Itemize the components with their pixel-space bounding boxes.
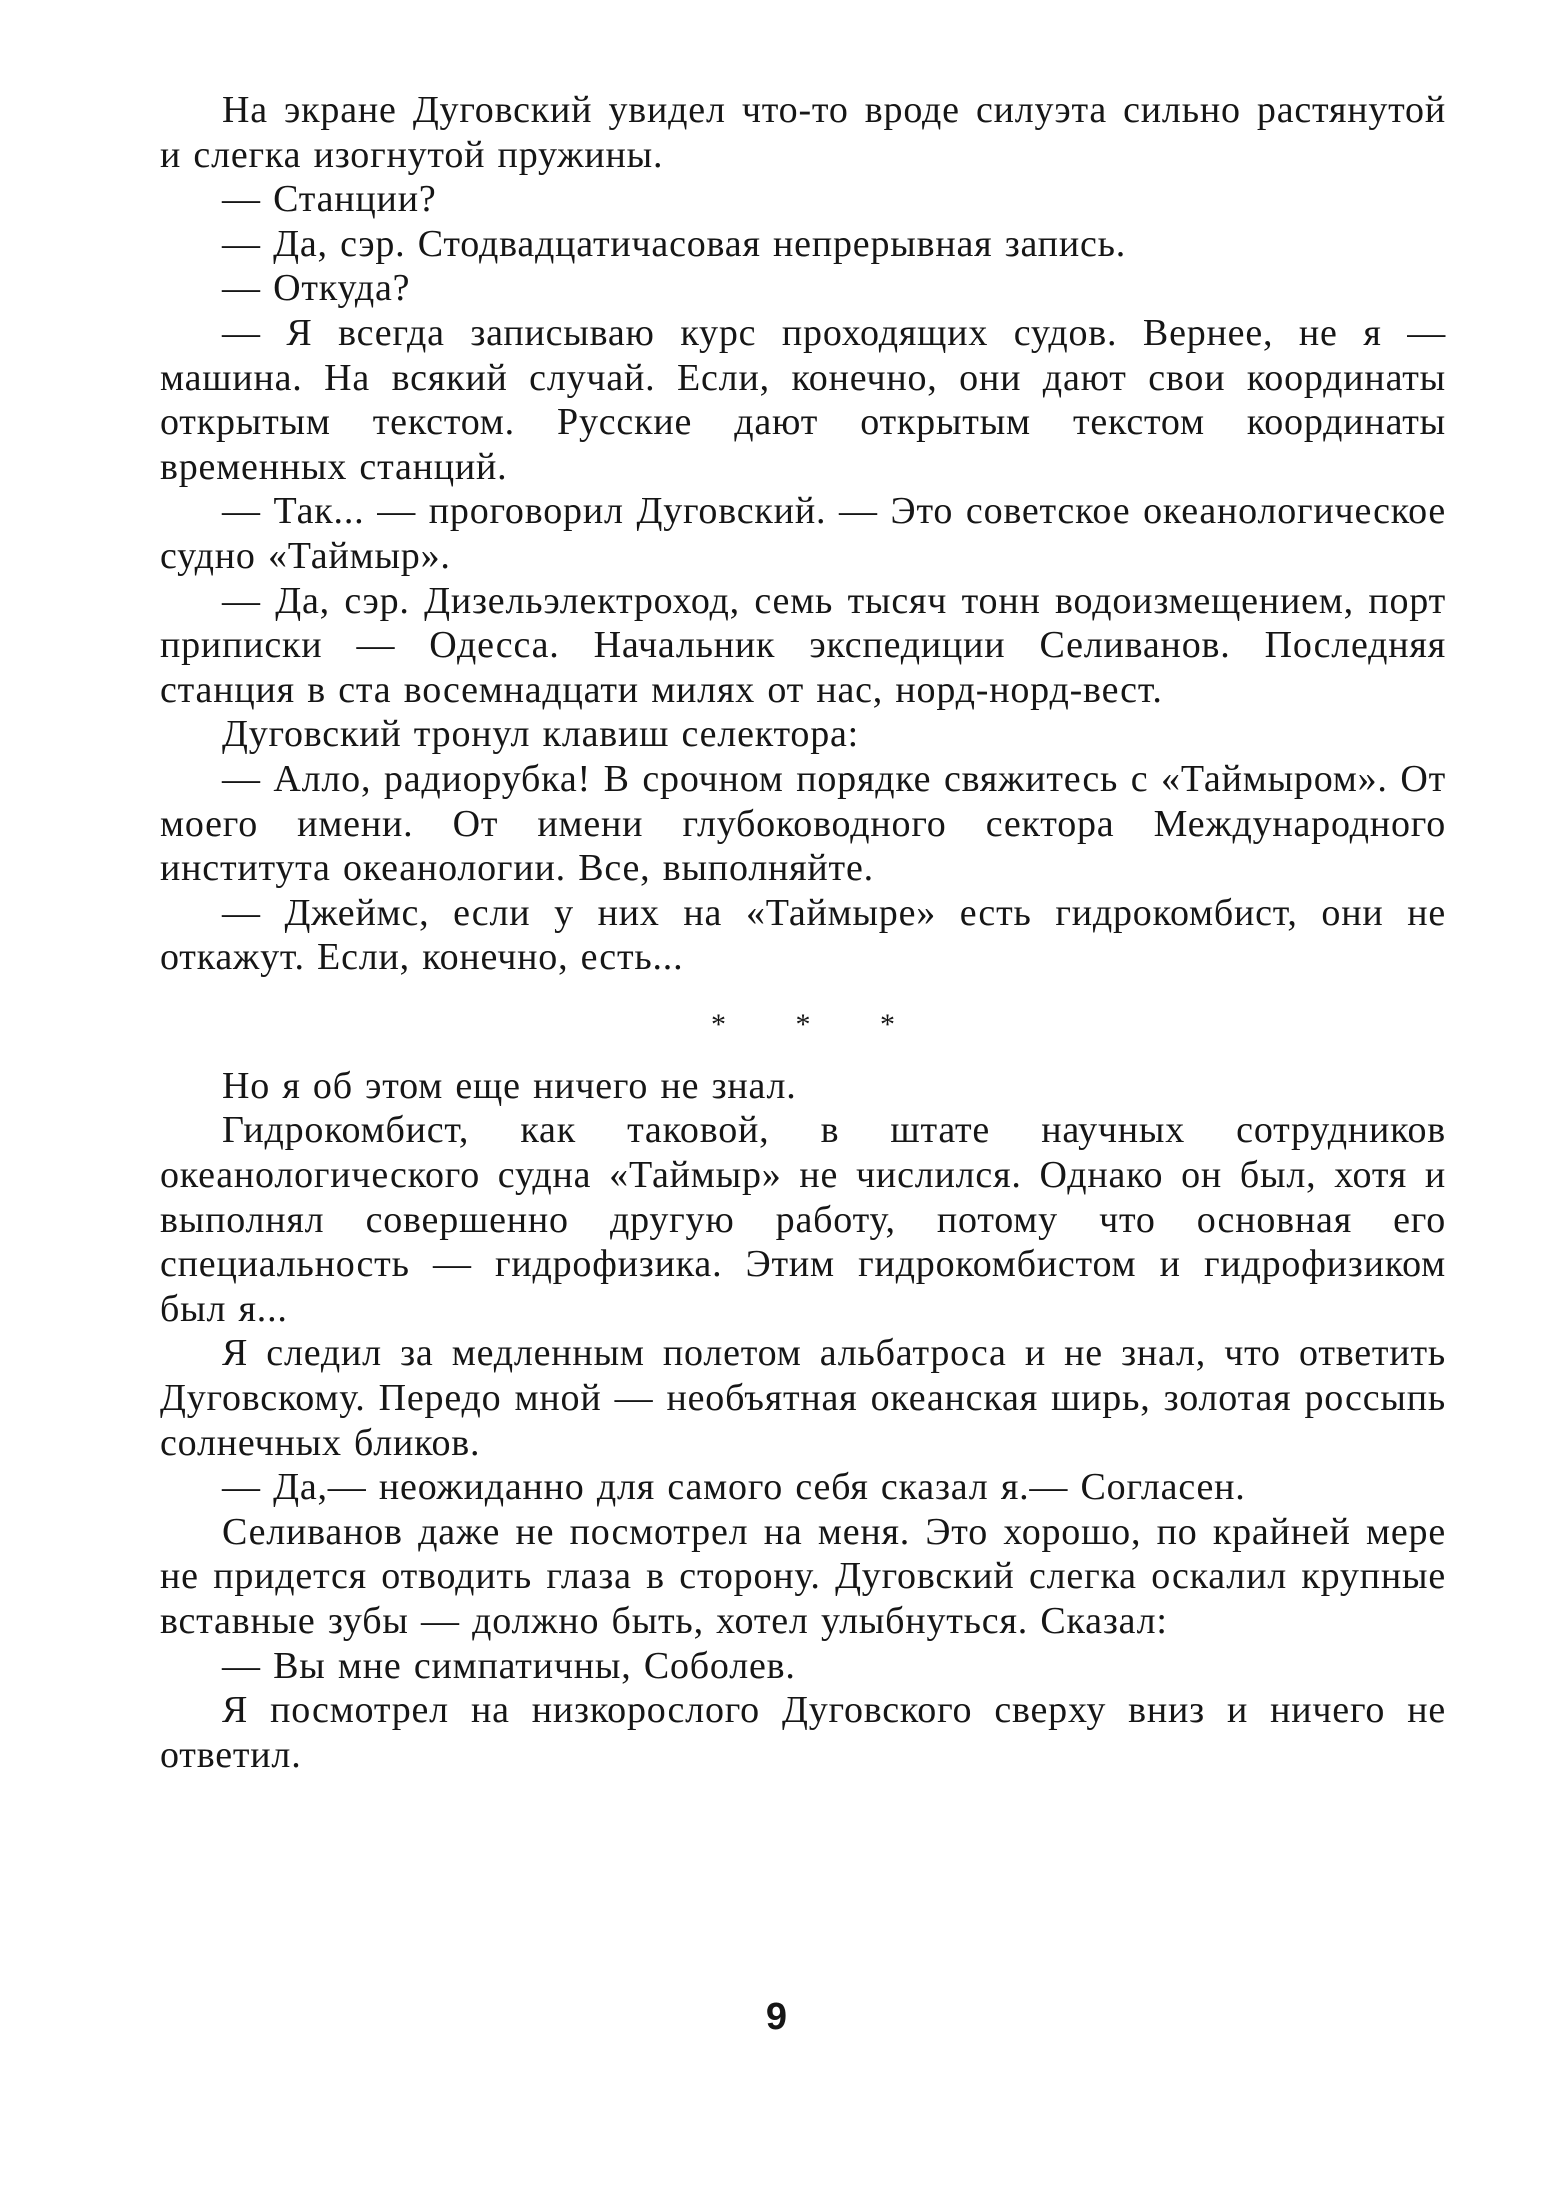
paragraph: — Да, сэр. Дизельэлектроход, семь тысяч тонн водоизмещением, порт приписки — Одесса. Начальник экспедиции Селиванов. Последняя станция в ста восемнадцати милях от нас, норд-норд-вест.	[160, 579, 1446, 711]
page-body-text	[160, 88, 1446, 1777]
paragraph: Гидрокомбист, как таковой, в штате научных сотрудников океанологического судна «Таймыр» не числился. Однако он был, хотя и выполнял совершенно другую работу, потому что основная его специальность — гидрофизика. Этим гидрокомбистом и гидрофизиком был я...	[160, 1109, 1446, 1330]
paragraph: — Да, сэр. Стодвадцатичасовая непрерывная запись.	[222, 222, 1127, 265]
paragraph: Я посмотрел на низкорослого Дуговского сверху вниз и ничего не ответил.	[160, 1689, 1446, 1776]
section-separator: * * *	[711, 1007, 925, 1041]
paragraph: — Я всегда записываю курс проходящих судов. Вернее, не я — машина. На всякий случай. Если, конечно, они дают свои координаты открытым текстом. Русские дают открытым текстом координаты временных станций.	[160, 311, 1446, 488]
paragraph: — Откуда?	[222, 267, 411, 310]
page-number: 9	[765, 1996, 788, 2038]
paragraph: — Вы мне симпатичны, Соболев.	[222, 1644, 796, 1687]
paragraph: — Так... — проговорил Дуговский. — Это советское океанологическое судно «Таймыр».	[160, 490, 1446, 577]
paragraph: — Станции?	[222, 178, 437, 221]
paragraph: На экране Дуговский увидел что-то вроде силуэта сильно растянутой и слегка изогнутой пружины.	[160, 89, 1446, 176]
paragraph: — Алло, радиорубка! В срочном порядке свяжитесь с «Таймыром». От моего имени. От имени глубоководного сектора Международного института океанологии. Все, выполняйте.	[160, 757, 1446, 890]
paragraph: Я следил за медленным полетом альбатроса и не знал, что ответить Дуговскому. Передо мной — необъятная океанская ширь, золотая россыпь солнечных бликов.	[160, 1332, 1446, 1464]
paragraph: Дуговский тронул клавиш селектора:	[222, 713, 860, 756]
paragraph: — Да,— неожиданно для самого себя сказал я.— Согласен.	[222, 1466, 1246, 1509]
paragraph: Но я об этом еще ничего не знал.	[222, 1064, 797, 1107]
paragraph: — Джеймс, если у них на «Таймыре» есть гидрокомбист, они не откажут. Если, конечно, есть...	[160, 891, 1446, 979]
paragraph: Селиванов даже не посмотрел на меня. Это хорошо, по крайней мере не придется отводить глаза в сторону. Дуговский слегка оскалил крупные вставные зубы — должно быть, хотел улыбнуться. Сказал:	[160, 1510, 1446, 1642]
